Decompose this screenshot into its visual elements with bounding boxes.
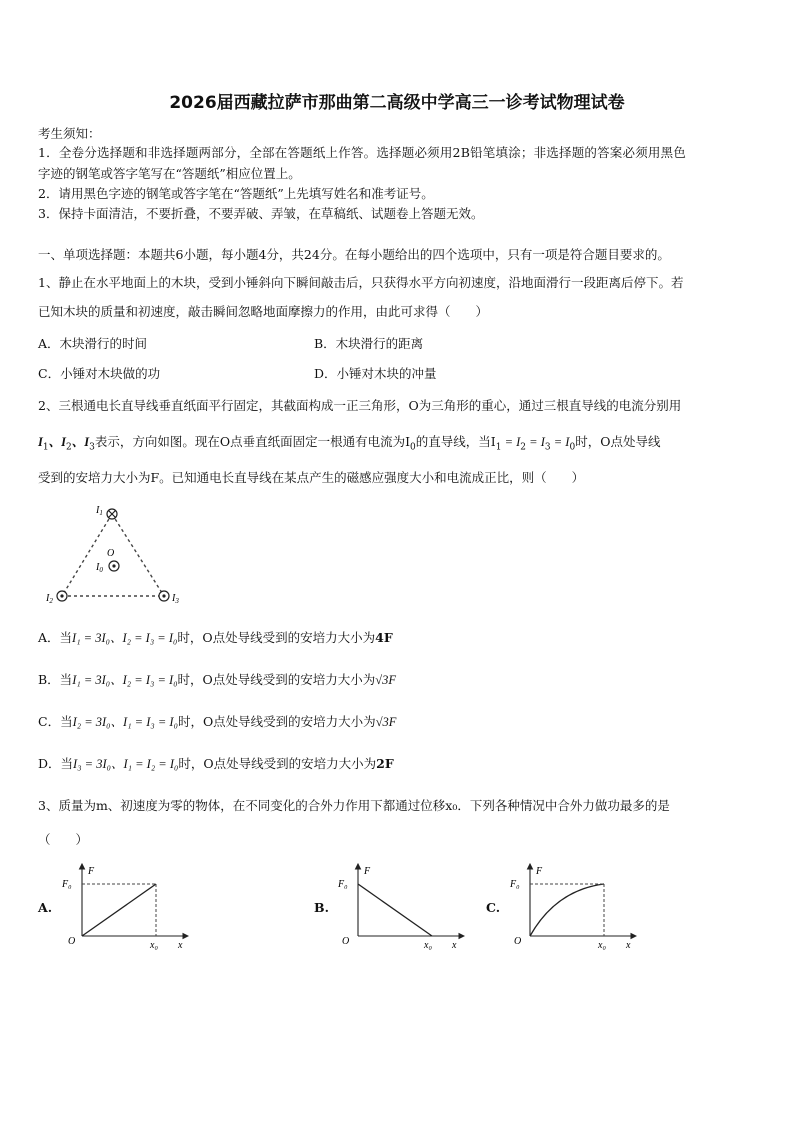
origin-label: O [514, 936, 522, 947]
q1-option-b: B．木块滑行的距离 [314, 336, 424, 351]
f0-label: F₀ [338, 879, 348, 890]
q1-option-d: D．小锤对木块的冲量 [314, 366, 437, 381]
wire-i2-dot-icon [57, 591, 67, 601]
question-1-line-2: 已知木块的质量和初速度，敲击瞬间忽略地面摩擦力的作用，由此可求得（ ） [38, 304, 489, 319]
question-3-line-1: 3、质量为m、初速度为零的物体，在不同变化的合外力作用下都通过位移x₀．下列各种情况中合外力做功最多的是 [38, 798, 670, 813]
wire-i1-cross-icon [107, 509, 117, 519]
label-i2: $I_2$ [46, 593, 53, 605]
force-curve [530, 884, 604, 936]
q3-graph-c [494, 860, 644, 952]
question-2-line-2: $I_1$、$I_2$、$I_3$表示，方向如图。现在O点垂直纸面固定一根通有电流为$I_0$的直导线，当$I_1 = I_2 = I_3 = I_0$时，O点处导线 [38, 434, 661, 453]
label-o: O [107, 548, 115, 559]
f-label: F [88, 866, 95, 877]
wire-i3-dot-icon [159, 591, 169, 601]
origin-label: O [342, 936, 350, 947]
question-3-line-2: （ ） [38, 832, 89, 847]
q1-option-a: A．木块滑行的时间 [38, 336, 148, 351]
notice-item-3: 3．保持卡面清洁，不要折叠，不要弄破、弄皱，在草稿纸、试题卷上答题无效。 [38, 206, 484, 221]
label-i1: $I_1$ [96, 505, 103, 517]
x-label: x [178, 940, 183, 951]
q2-option-c: C．当I₂ = 3I₀、I₁ = I₃ = I₀时，O点处导线受到的安培力大小为√3F [38, 714, 397, 729]
q3-option-c-label: C. [486, 900, 501, 915]
triangle-wire-figure [40, 500, 190, 612]
notice-item-1: 1．全卷分选择题和非选择题两部分，全部在答题纸上作答。选择题必须用2B铅笔填涂；非选择题的答案必须用黑色 [38, 145, 686, 160]
force-curve [358, 884, 432, 936]
section-heading: 一、单项选择题：本题共6小题，每小题4分，共24分。在每小题给出的四个选项中，只有一项是符合题目要求的。 [38, 247, 670, 262]
question-1-line-1: 1、静止在水平地面上的木块，受到小锤斜向下瞬间敲击后，只获得水平方向初速度，沿地面滑行一段距离后停下。若 [38, 275, 684, 290]
q3-option-a-label: A. [38, 900, 53, 915]
origin-label: O [68, 936, 76, 947]
f-label: F [536, 866, 543, 877]
q2-option-a: A．当I₁ = 3I₀、I₂ = I₃ = I₀时，O点处导线受到的安培力大小为4F [38, 630, 393, 645]
notice-item-2: 2．请用黑色字迹的钢笔或答字笔在“答题纸”上先填写姓名和准考证号。 [38, 186, 434, 201]
f0-label: F₀ [510, 879, 520, 890]
q3-graph-b [318, 860, 468, 952]
q3-option-b-label: B. [314, 900, 329, 915]
f0-label: F₀ [62, 879, 72, 890]
q1-option-c: C．小锤对木块做的功 [38, 366, 161, 381]
notice-item-1-cont: 字迹的钢笔或答字笔写在“答题纸”相应位置上。 [38, 166, 301, 181]
f-label: F [364, 866, 371, 877]
page-title: 2026届西藏拉萨市那曲第二高级中学高三一诊考试物理试卷 [169, 93, 625, 113]
notice-heading: 考生须知： [38, 126, 101, 141]
force-curve [82, 884, 156, 936]
x-label: x [626, 940, 631, 951]
x0-label: x₀ [150, 940, 158, 951]
q3-graph-a [60, 860, 200, 952]
question-2-line-1: 2、三根通电长直导线垂直纸面平行固定，其截面构成一正三角形，O为三角形的重心，通过三根直导线的电流分别用 [38, 398, 682, 413]
x0-label: x₀ [598, 940, 606, 951]
q2-option-b: B．当I₁ = 3I₀、I₂ = I₃ = I₀时，O点处导线受到的安培力大小为√3F [38, 672, 397, 687]
x-label: x [452, 940, 457, 951]
x0-label: x₀ [424, 940, 432, 951]
question-2-line-3: 受到的安培力大小为F。已知通电长直导线在某点产生的磁感应强度大小和电流成正比，则（ ） [38, 470, 585, 485]
wire-i0-dot-icon [109, 561, 119, 571]
q2-option-d: D．当I₃ = 3I₀、I₁ = I₂ = I₀时，O点处导线受到的安培力大小为2F [38, 756, 394, 771]
label-i0: $I_0$ [96, 562, 103, 574]
label-i3: $I_3$ [172, 593, 179, 605]
